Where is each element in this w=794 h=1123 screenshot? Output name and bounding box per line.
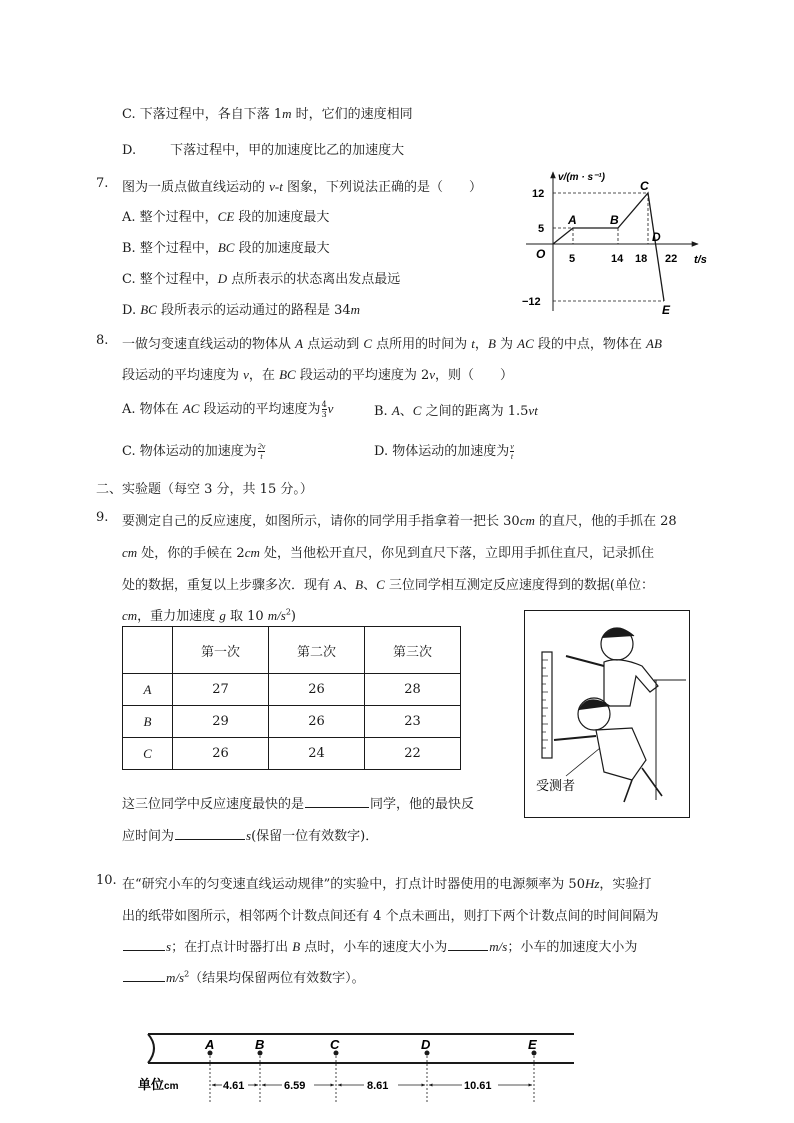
q8-l1-c: 点所用的时间为	[372, 337, 472, 352]
vt-ylabel: v/(m · s⁻¹)	[558, 172, 605, 183]
q8-ob-a: B.	[374, 404, 392, 419]
q9-l3-a: 处的数据，重复以上步骤多次．现有	[122, 578, 335, 593]
q10-l1-a: 在“研究小车的匀变速直线运动规律”的实验中，打点计时器使用的电源频率为 50	[122, 877, 585, 892]
q8-ob-vt: vt	[528, 403, 538, 418]
q8-oa-num: 4	[321, 400, 327, 409]
q10-l1-b: ，实验打	[599, 877, 652, 892]
vt-point-d: D	[652, 230, 661, 244]
table-cell: A	[123, 674, 173, 706]
q8-od-num: v	[510, 442, 514, 451]
q9-a2-a: 应时间为	[122, 829, 175, 844]
q6-option-c-text2: 时，它们的速度相同	[291, 107, 413, 122]
q7-opt-c-1: C. 整个过程中，	[122, 272, 218, 287]
q8-l2-c: 段运动的平均速度为 2	[295, 368, 430, 383]
tape-unit-label-text: 单位	[138, 1077, 165, 1092]
q9-l3-A: A	[334, 577, 343, 592]
q8-oa-it: AC	[182, 401, 200, 416]
q8-oc-a: C. 物体运动的加速度为	[122, 444, 257, 459]
q8-option-d	[374, 440, 515, 461]
q10-l3-B: B	[292, 939, 301, 954]
q7-opt-d-2: BC	[140, 302, 157, 317]
q9-l3-B: B	[355, 577, 364, 592]
q8-l1-B: B	[487, 336, 496, 351]
vt-xtick-5: 5	[569, 253, 576, 265]
q7-opt-d-1: D.	[122, 303, 141, 318]
q9-l1-b: 的直尺，他的手抓在 28	[534, 514, 677, 529]
q8-l2-b: ，在	[248, 368, 280, 383]
q8-ob-c: 之间的距离为 1.5	[421, 404, 529, 419]
q7-option-d	[122, 299, 360, 318]
q7-stem-a: 图为一质点做直线运动的	[122, 180, 270, 195]
q10-l4-a: （结果均保留两位有效数字）。	[189, 971, 365, 986]
q10-l3-s: s	[166, 939, 172, 954]
q10-line4	[122, 967, 365, 986]
table-cell: 26	[269, 706, 365, 738]
table-header-cell: 第三次	[365, 627, 461, 674]
q7-stem-vt: v-t	[269, 179, 283, 194]
q9-line3	[122, 574, 654, 593]
table-row	[123, 674, 461, 706]
q8-l2-BC: BC	[279, 367, 296, 382]
q10-l1-hz: Hz	[584, 876, 600, 891]
q9-a1-b: 同学，他的最快反	[370, 797, 475, 812]
tested-person-caption: 受测者	[536, 778, 576, 793]
table-cell: 26	[269, 674, 365, 706]
tape-seg-ab: 4.61	[223, 1080, 245, 1092]
q9-answer-line2	[122, 825, 378, 844]
q9-a2-b: (保留一位有效数字)．	[251, 829, 379, 844]
answer-blank-acceleration[interactable]	[123, 980, 165, 982]
tape-label-d: D	[421, 1037, 431, 1052]
q8-l2-a: 段运动的平均速度为	[122, 368, 244, 383]
q8-l1-C: C	[363, 336, 373, 351]
table-cell: 23	[365, 706, 461, 738]
q8-oa-b: 段运动的平均速度为	[199, 402, 321, 417]
q7-opt-b-1: B. 整个过程中，	[122, 241, 218, 256]
table-cell: 28	[365, 674, 461, 706]
q8-od-den: t	[510, 452, 514, 461]
tape-label-b: B	[255, 1037, 265, 1052]
q9-answer-line1	[122, 793, 474, 812]
q7-opt-a-2: CE	[217, 209, 235, 224]
table-row	[123, 706, 461, 738]
q8-number: 8.	[96, 333, 109, 348]
q10-line2: 出的纸带如图所示，相邻两个计数点间还有 4 个点未画出，则打下两个计数点间的时间间隔为	[122, 909, 659, 924]
q7-stem	[122, 176, 482, 195]
q8-l1-e: 为	[495, 337, 518, 352]
q8-l1-AC: AC	[517, 336, 534, 351]
vt-graph	[518, 166, 708, 318]
q10-line1	[122, 873, 651, 892]
q9-l2-cm2: cm	[244, 545, 260, 560]
tape-label-c: C	[330, 1037, 340, 1052]
vt-xtick-14: 14	[611, 253, 624, 265]
q7-opt-a-1: A. 整个过程中，	[122, 210, 218, 225]
q7-opt-c-3: 点所表示的状态离出发点最远	[227, 272, 401, 287]
table-cell: 22	[365, 738, 461, 770]
q8-l1-f: 段的中点，物体在	[533, 337, 647, 352]
q7-opt-d-3: 段所表示的运动通过的路程是 34	[156, 303, 351, 318]
q9-line2	[122, 542, 654, 561]
q8-oc-den: t	[258, 451, 266, 461]
q10-l3-c: ；小车的加速度大小为	[507, 940, 638, 955]
q8-l1-AB: AB	[646, 336, 662, 351]
q10-l3-unit: m/s	[489, 939, 508, 954]
section-2-title: 二、实验题（每空 3 分，共 15 分。）	[96, 482, 313, 497]
vt-curve	[553, 193, 664, 301]
q7-opt-c-2: D	[217, 271, 228, 286]
q8-option-c	[122, 440, 266, 461]
vt-xlabel: t/s	[694, 254, 707, 266]
q6-option-d-text: 下落过程中，甲的加速度比乙的加速度大	[170, 143, 405, 158]
q8-option-b	[374, 400, 538, 419]
table-header-cell	[123, 627, 173, 674]
table-row	[123, 738, 461, 770]
table-cell: 29	[173, 706, 269, 738]
q8-ob-C: C	[412, 403, 422, 418]
vt-ytick-5: 5	[538, 223, 545, 235]
q7-number: 7.	[96, 176, 109, 191]
q6-option-c	[122, 103, 413, 122]
q9-l4-sup: 2	[285, 607, 291, 617]
q8-oa-v: v	[327, 401, 334, 416]
q9-a2-s: s	[246, 828, 252, 843]
q9-l2-a: 处，你的手候在 2	[137, 546, 245, 561]
q7-opt-d-4: m	[350, 302, 361, 317]
table-cell: B	[123, 706, 173, 738]
q10-number: 10.	[96, 873, 117, 888]
vt-ytick-12: 12	[532, 188, 545, 200]
q8-ob-A: A	[391, 403, 400, 418]
q8-line1	[122, 333, 662, 352]
q8-l1-t: t	[471, 336, 475, 351]
q7-opt-b-2: BC	[217, 240, 235, 255]
q8-od-frac	[510, 442, 514, 461]
q8-oa-den: 3	[321, 410, 327, 419]
tape-label-a: A	[205, 1037, 215, 1052]
answer-blank-reaction-time[interactable]	[175, 838, 245, 840]
q6-option-c-unit: m	[282, 106, 292, 121]
q9-l2-cm: cm	[122, 545, 138, 560]
q6-option-d-label: D.	[122, 143, 137, 158]
q9-l3-d: 三位同学相互测定反应速度得到的数据(单位：	[384, 578, 654, 593]
table-header-row	[123, 627, 461, 674]
vt-origin: O	[536, 247, 546, 261]
q9-l2-b: 处，当他松开直尺，你见到直尺下落，立即用手抓住直尺，记录抓住	[259, 546, 655, 561]
vt-point-c: C	[640, 179, 649, 193]
vt-ytick-neg12: −12	[522, 296, 541, 308]
q9-l3-C: C	[376, 577, 385, 592]
q7-opt-a-3: 段的加速度最大	[234, 210, 330, 225]
q8-l2-v: v	[243, 367, 249, 382]
q8-od-a: D. 物体运动的加速度为	[374, 444, 510, 459]
q10-l3-a: ；在打点计时器打出	[171, 940, 293, 955]
q9-l4-c: )	[290, 609, 296, 624]
q9-l3-b: 、	[342, 578, 356, 593]
q8-oc-frac	[258, 442, 266, 461]
table-cell: 26	[173, 738, 269, 770]
q8-oa-a: A. 物体在	[122, 402, 183, 417]
q6-option-c-text: C. 下落过程中，各自下落 1	[122, 107, 283, 122]
q8-oc-num: 2v	[257, 442, 266, 451]
q9-line1	[122, 510, 677, 529]
q8-oa-frac	[322, 400, 327, 419]
q6-option-d	[122, 139, 404, 158]
table-cell: 27	[173, 674, 269, 706]
table-cell: 24	[269, 738, 365, 770]
vt-xtick-22: 22	[665, 253, 678, 265]
q8-ob-b: 、	[399, 404, 413, 419]
q9-l1-cm: cm	[519, 513, 535, 528]
q8-option-a	[122, 398, 333, 419]
tape-seg-bc: 6.59	[284, 1080, 306, 1092]
vt-point-a: A	[568, 213, 577, 227]
tape-label-e: E	[528, 1037, 537, 1052]
vt-xtick-18: 18	[635, 253, 648, 265]
reaction-data-table	[122, 626, 461, 770]
q8-l1-A: A	[295, 336, 304, 351]
q7-option-a	[122, 206, 329, 225]
q8-l2-v2: v	[429, 367, 436, 382]
table-cell: C	[123, 738, 173, 770]
reaction-test-illustration	[524, 610, 690, 818]
q10-l4-unit: m/s	[166, 970, 185, 985]
q9-number: 9.	[96, 510, 109, 525]
tape-seg-de: 10.61	[464, 1080, 492, 1092]
answer-blank-speed-b[interactable]	[448, 949, 488, 951]
q9-l4-cm: cm	[122, 608, 138, 623]
q8-l1-b: 点运动到	[303, 337, 364, 352]
q8-l1-a: 一做匀变速直线运动的物体从	[122, 337, 296, 352]
table-header-cell: 第二次	[269, 627, 365, 674]
vt-point-e: E	[662, 303, 671, 317]
tape-curl	[148, 1034, 154, 1063]
vt-point-b: B	[610, 213, 619, 227]
q9-line4	[122, 605, 296, 624]
tape-seg-cd: 8.61	[367, 1080, 389, 1092]
q10-l4-sup: 2	[184, 969, 190, 979]
q9-l4-unit: m/s	[267, 608, 286, 623]
q7-option-b	[122, 237, 330, 256]
table-header-cell: 第一次	[173, 627, 269, 674]
tape-unit: cm	[164, 1081, 179, 1092]
q10-line3	[122, 936, 637, 955]
q9-l3-c: 、	[363, 578, 377, 593]
answer-blank-time-interval[interactable]	[123, 949, 165, 951]
q9-l4-a: ，重力加速度	[137, 609, 220, 624]
ticker-tape-figure	[138, 1026, 578, 1108]
q7-stem-b: 图象，下列说法正确的是（ ）	[282, 180, 482, 195]
q7-option-c	[122, 268, 400, 287]
q9-l4-g: g	[219, 608, 226, 623]
tape-unit-label	[138, 1077, 179, 1092]
q9-l1-a: 要测定自己的反应速度，如图所示，请你的同学用手指拿着一把长 30	[122, 514, 520, 529]
q8-l2-d: ，则（ ）	[435, 368, 514, 383]
answer-blank-fastest-student[interactable]	[305, 806, 369, 808]
q8-l1-d: ，	[474, 337, 488, 352]
q7-opt-b-3: 段的加速度最大	[234, 241, 330, 256]
q9-l4-b: 取 10	[225, 609, 268, 624]
q8-line2	[122, 364, 513, 383]
q10-l3-b: 点时，小车的速度大小为	[300, 940, 448, 955]
q9-a1-a: 这三位同学中反应速度最快的是	[122, 797, 305, 812]
